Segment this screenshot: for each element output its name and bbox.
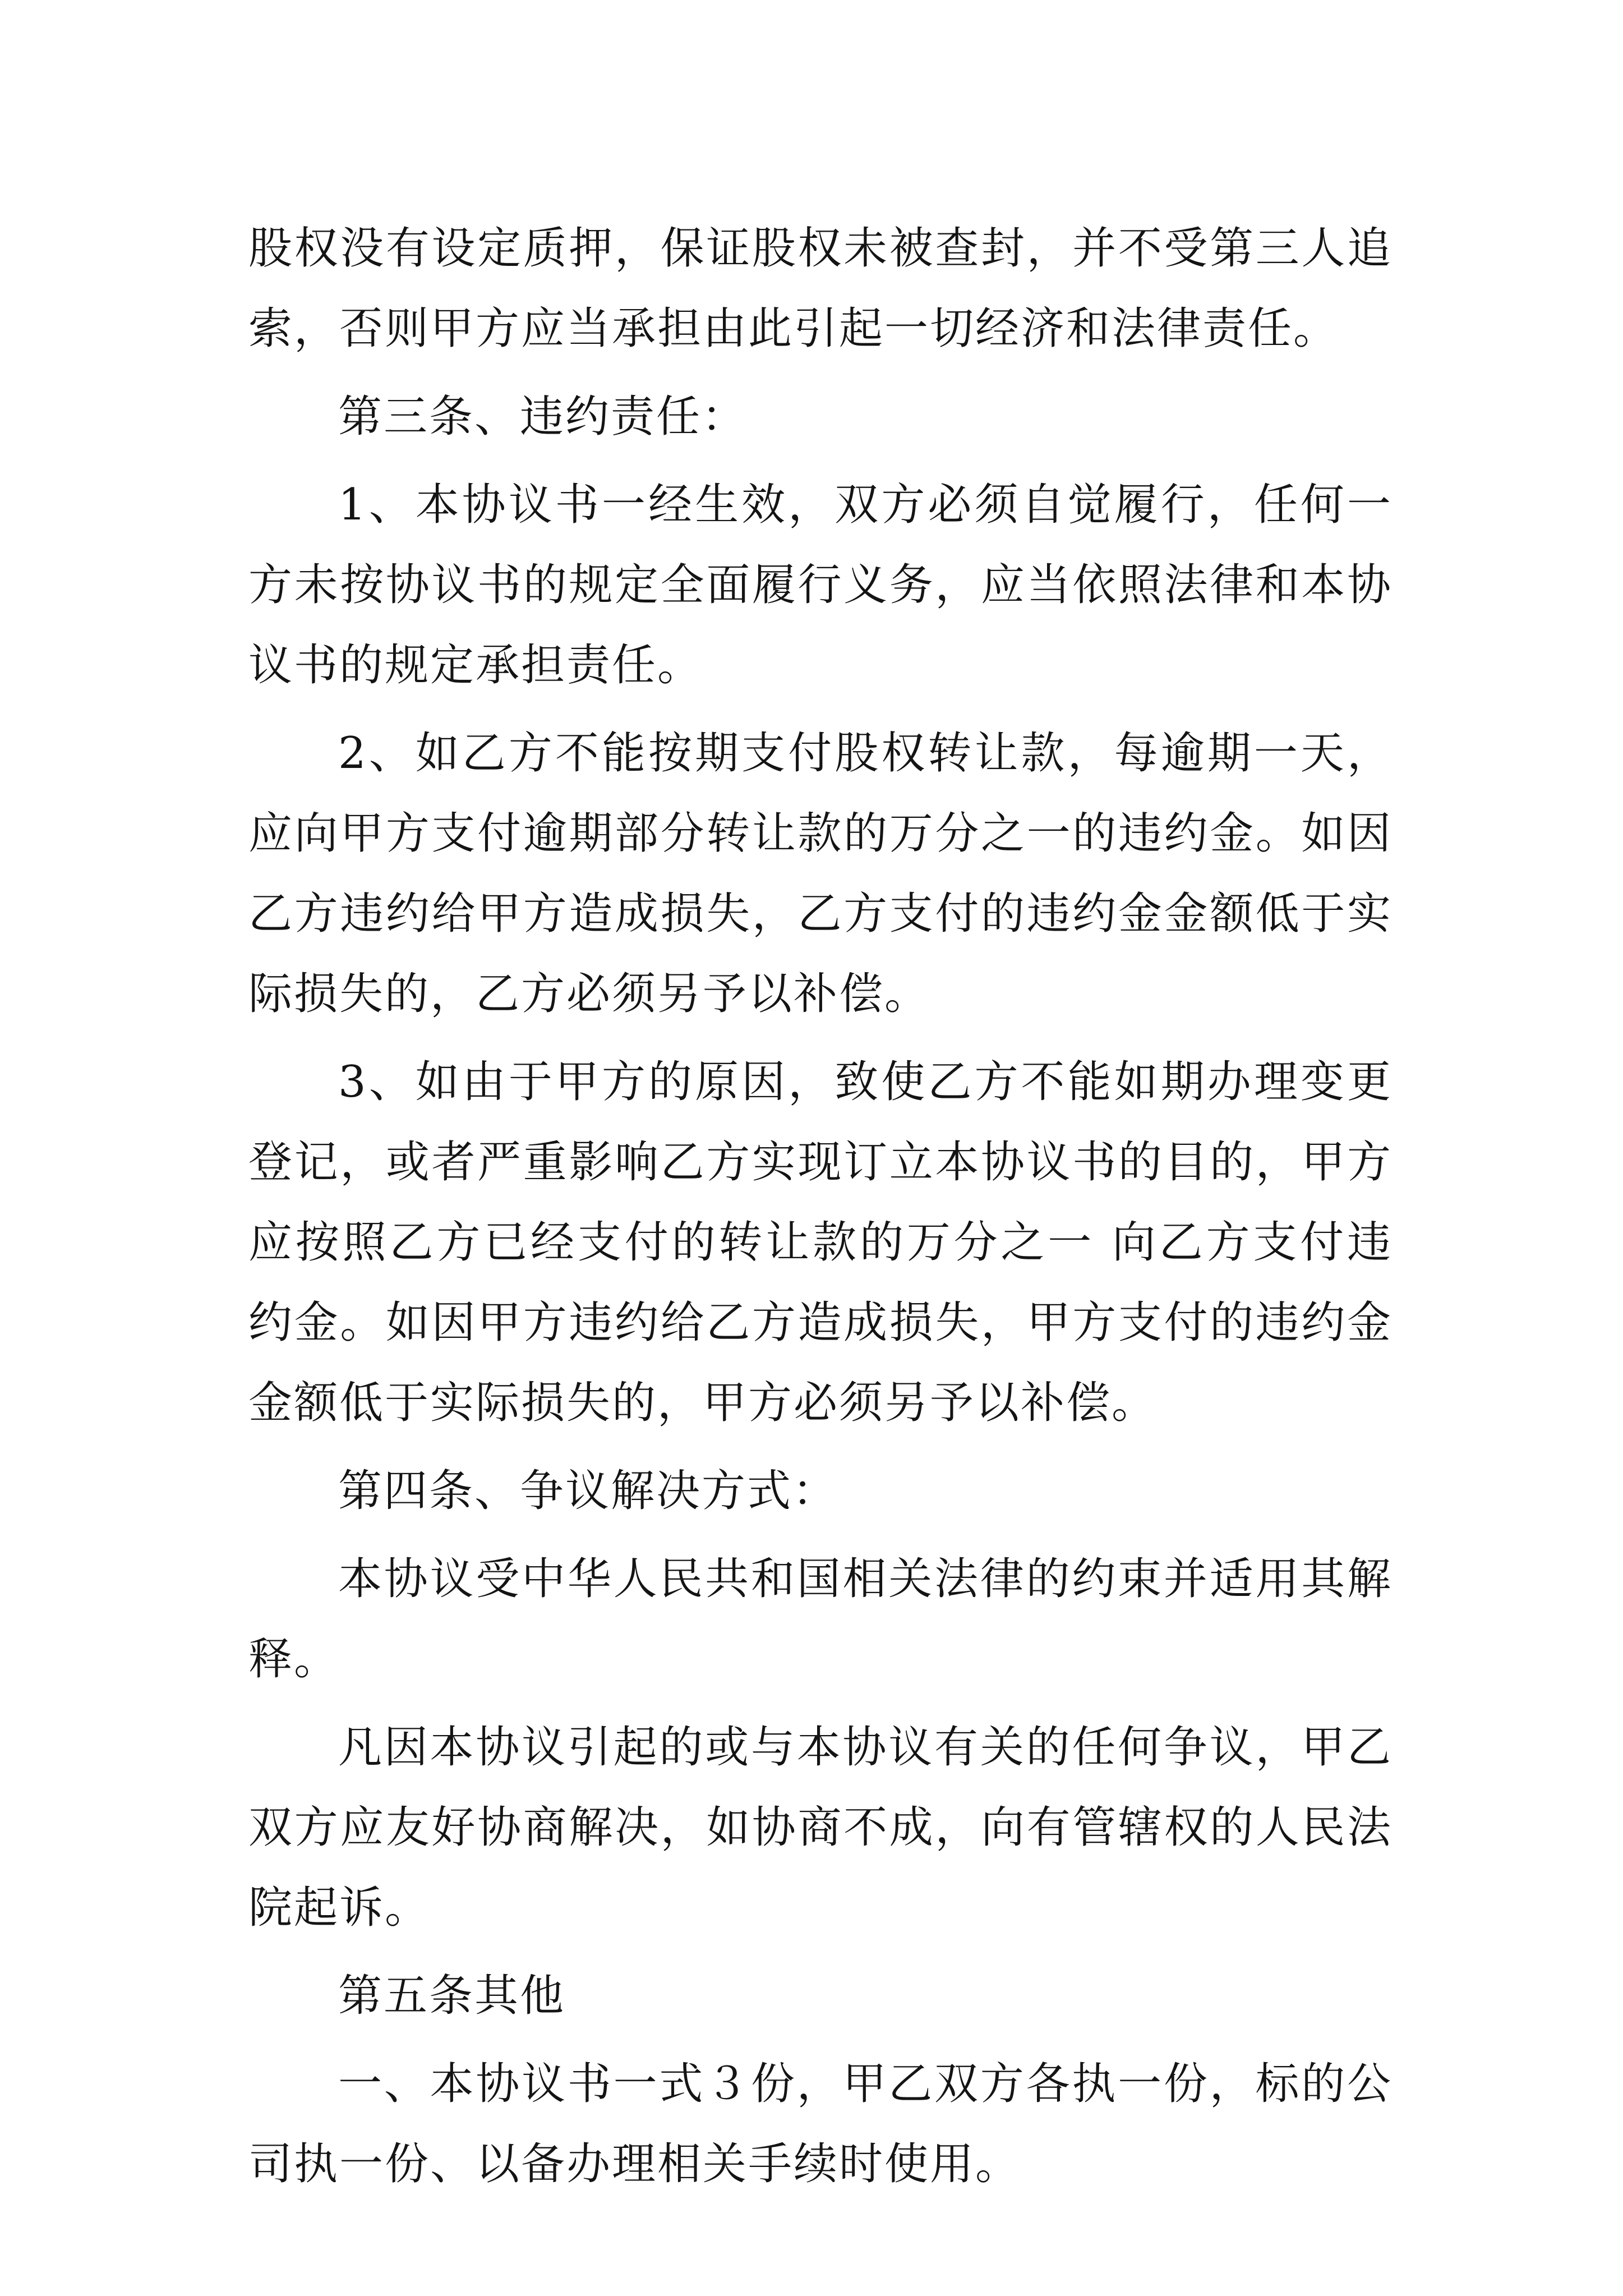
paragraph-equity-guarantee: 股权没有设定质押，保证股权未被查封，并不受第三人追索，否则甲方应当承担由此引起一切经济和法律责任。 bbox=[248, 223, 1393, 354]
document-body bbox=[248, 209, 1393, 2205]
paragraph-breach-item-3: 3、如由于甲方的原因，致使乙方不能如期办理变更登记，或者严重影响乙方实现订立本协议书的目的，甲方应按照乙方已经支付的转让款的万分之一 向乙方支付违约金。如因甲方违约给乙方造成损失，甲方支付的违约金金额低于实际损失的，甲方必须另予以补偿。 bbox=[248, 1057, 1393, 1428]
paragraph-dispute-negotiation: 凡因本协议引起的或与本协议有关的任何争议，甲乙双方应友好协商解决，如协商不成，向有管辖权的人民法院起诉。 bbox=[248, 1722, 1393, 1933]
paragraph-breach-item-1: 1、本协议书一经生效，双方必须自觉履行，任何一方未按协议书的规定全面履行义务，应当依照法律和本协议书的规定承担责任。 bbox=[248, 480, 1393, 691]
paragraph-copies: 一、本协议书一式３份，甲乙双方各执一份，标的公司执一份、以备办理相关手续时使用。 bbox=[248, 2059, 1393, 2189]
paragraph-governing-law: 本协议受中华人民共和国相关法律的约束并适用其解释。 bbox=[248, 1554, 1393, 1685]
heading-article-4-dispute-resolution: 第四条、争议解决方式： bbox=[338, 1466, 838, 1516]
heading-article-5-other: 第五条其他 bbox=[338, 1971, 566, 2021]
paragraph-breach-item-2: 2、如乙方不能按期支付股权转让款，每逾期一天，应向甲方支付逾期部分转让款的万分之一的违约金。如因乙方违约给甲方造成损失，乙方支付的违约金金额低于实际损失的，乙方必须另予以补偿。 bbox=[248, 728, 1393, 1019]
heading-article-3-breach-liability: 第三条、违约责任： bbox=[338, 392, 748, 442]
